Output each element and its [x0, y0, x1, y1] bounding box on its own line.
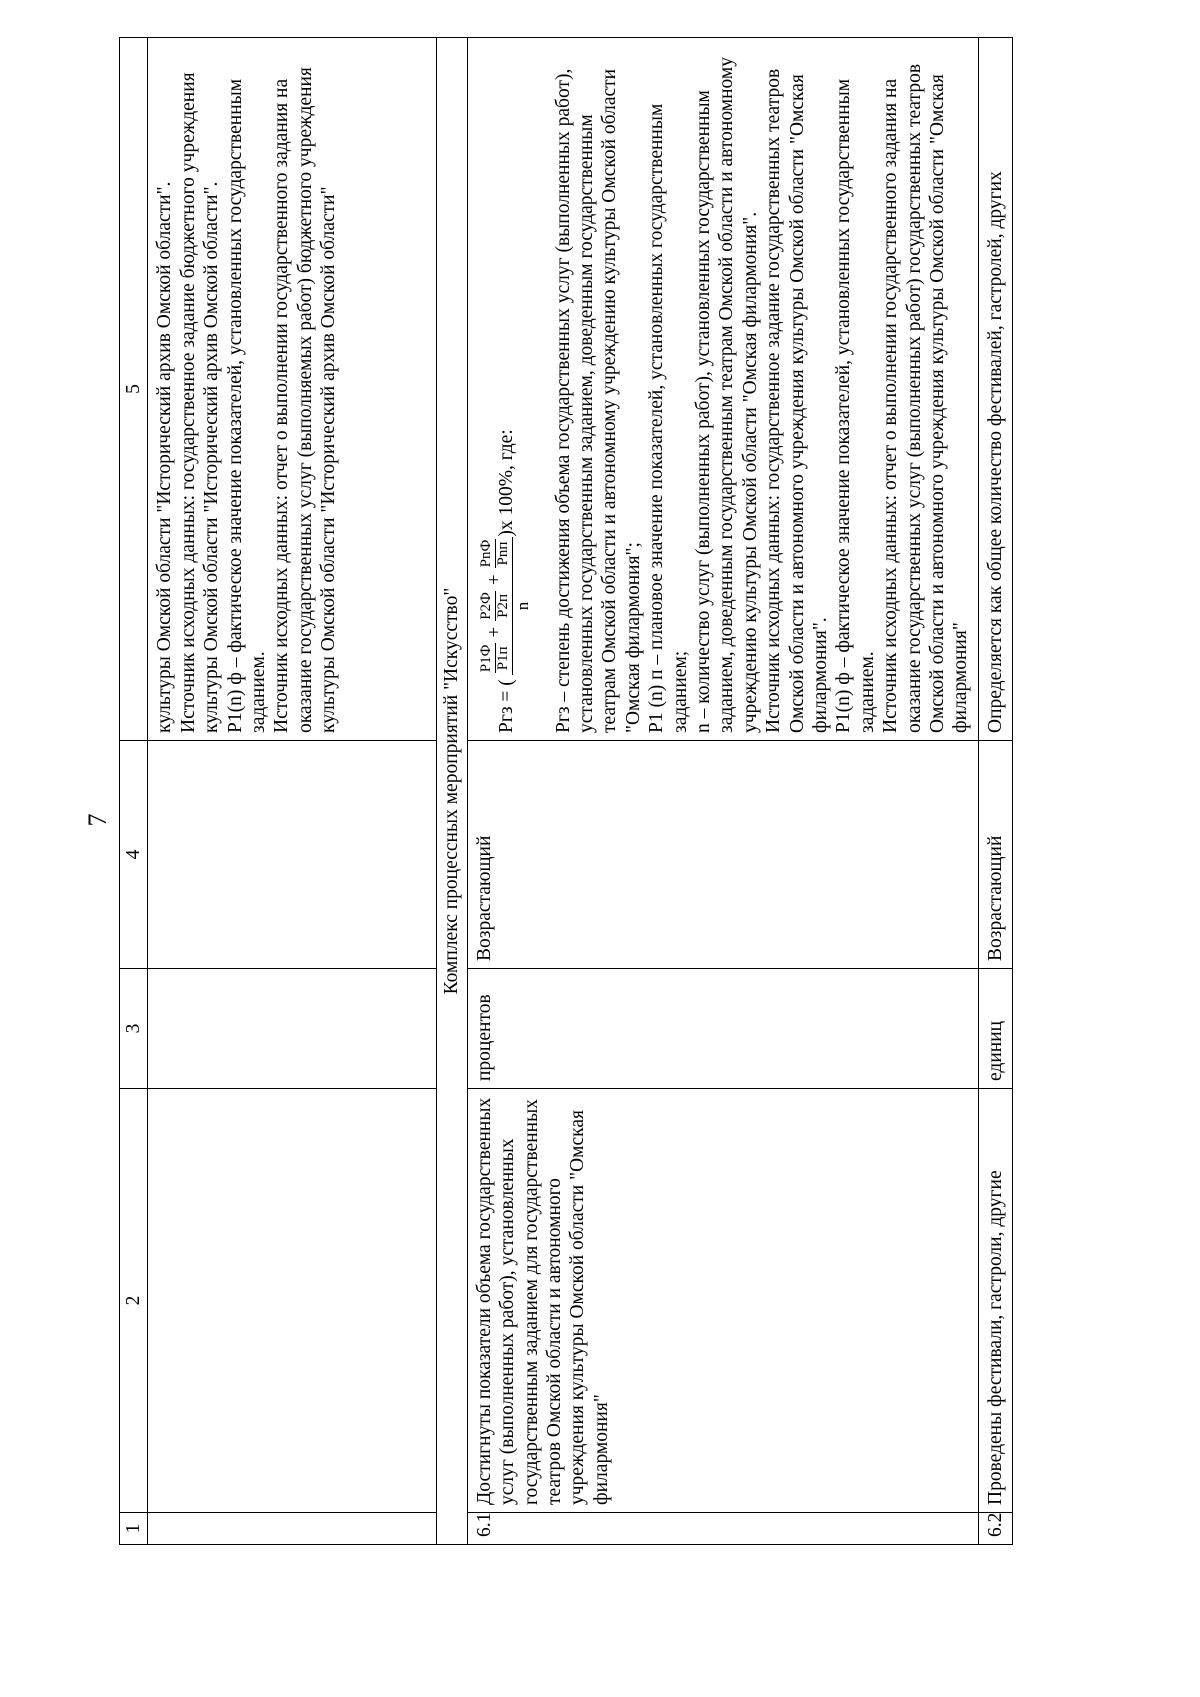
rotated-table-container	[119, 38, 1068, 1545]
table-cell	[148, 1089, 437, 1513]
header-cell: 2	[120, 1089, 148, 1513]
header-cell: 3	[120, 969, 148, 1089]
table-row	[978, 38, 1012, 1545]
description-paragraph: Ргз – степень достижения объема государственных услуг (выполненных работ), установленных государственным заданием, доведенным государственным театрам Омской области и автономному учреждению культуры Омской области "Омская филармония";	[552, 68, 644, 733]
description-paragraph: Источник исходных данных: государственное задание бюджетного учреждения культуры Омской области "Исторический архив Омской области".	[177, 72, 223, 733]
formula-plus: +	[483, 574, 505, 586]
table-cell	[148, 969, 437, 1089]
table-cell	[148, 1513, 437, 1545]
row-number: 6.2	[978, 1513, 1012, 1545]
header-cell: 5	[120, 38, 148, 741]
indicators-table	[119, 37, 1013, 1545]
formula-plus: +	[483, 626, 505, 638]
header-cell: 4	[120, 741, 148, 969]
formula-term: РnФ Рnп	[477, 539, 511, 568]
page-number: 7	[83, 813, 112, 827]
table-row	[467, 38, 978, 1545]
continuation-row	[148, 38, 437, 1545]
description-paragraph: Р1(n) ф – фактическое значение показателей, установленных государственным заданием.	[224, 78, 269, 733]
unit-of-measure: единиц	[978, 969, 1012, 1089]
formula-denominator: n	[513, 601, 533, 611]
section-title: Комплекс процессных мероприятий "Искусство"	[437, 38, 467, 1545]
formula-close: )	[495, 530, 517, 537]
calculation-method: Определяется как общее количество фестивалей, гастролей, других	[978, 38, 1012, 741]
section-row	[437, 38, 467, 1545]
continuation-description	[148, 38, 437, 741]
formula-tail: х 100%, где:	[495, 429, 517, 531]
unit-of-measure: процентов	[467, 969, 978, 1089]
description-paragraph: Источник исходных данных: государственное задание государственных театров Омской области и автономного учреждения культуры Омской области "Омская филармония".	[763, 68, 831, 733]
formula-fraction	[479, 537, 534, 676]
description-paragraph: n – количество услуг (выполненных работ), установленных государственным заданием, доведенным государственным театрам Омской области и автономному учреждению культуры Омской области "Омская филармония".	[693, 57, 761, 733]
row-number: 6.1	[467, 1513, 978, 1545]
formula-lhs: Ргз = (	[495, 679, 517, 733]
indicator-name: Проведены фестивали, гастроли, другие	[978, 1089, 1012, 1513]
trend-direction: Возрастающий	[978, 741, 1012, 969]
indicator-name: Достигнуты показатели объема государственных услуг (выполненных работ), установленных государственным заданием для государственных театров Омской области и автономного учреждения культуры Омской области "Омская филармония"	[467, 1089, 978, 1513]
header-row	[120, 38, 148, 1545]
formula-term: Р2Ф Р2п	[477, 592, 511, 620]
description-paragraph: Р1 (n) п – плановое значение показателей, установленных государственным заданием;	[646, 103, 691, 733]
trend-direction: Возрастающий	[467, 741, 978, 969]
calculation-method	[467, 38, 978, 741]
description-paragraph: Р1(n) ф – фактическое значение показателей, установленных государственным заданием.	[833, 78, 878, 733]
description-paragraph: культуры Омской области "Исторический архив Омской области".	[154, 181, 176, 733]
description-paragraph: Источник исходных данных: отчет о выполнении государственного задания на оказание государственных услуг (выполненных работ) государственных театров Омской области и автономного учреждения культуры Омской области "Омская филармония"	[880, 63, 972, 733]
table-cell	[148, 741, 437, 969]
description-paragraph: Источник исходных данных: отчет о выполнении государственного задания на оказание государственных услуг (выполняемых работ) бюджетного учреждения культуры Омской области "Исторический архив Омской области"	[271, 67, 340, 733]
formula-term: Р1Ф Р1п	[477, 644, 511, 673]
formula	[479, 45, 534, 733]
header-cell: 1	[120, 1513, 148, 1545]
